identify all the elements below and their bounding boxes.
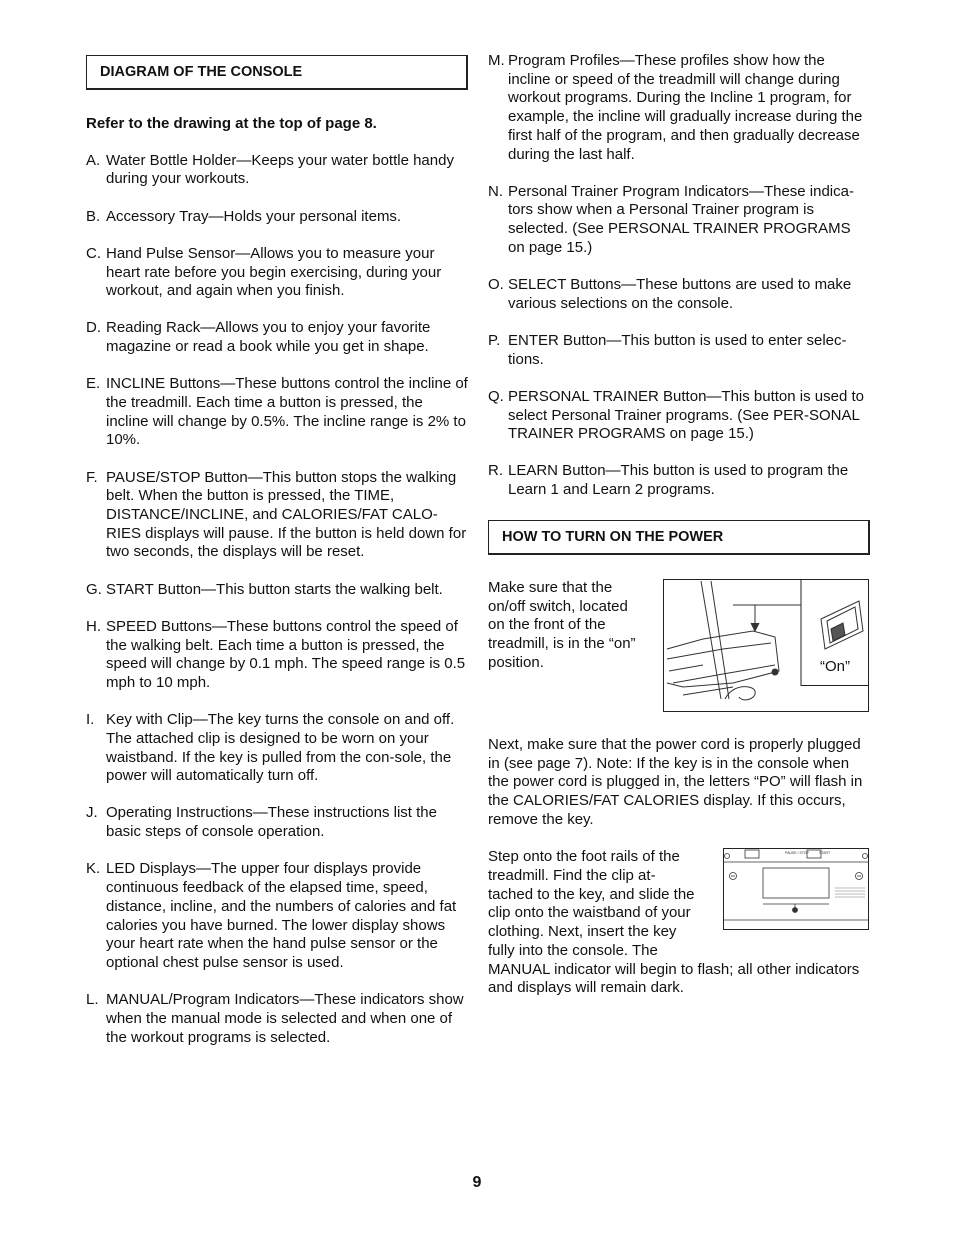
list-item: E. INCLINE Buttons—These buttons control the incline of the treadmill. Each time a button is pressed, the incline will change by 0.5%. The incline range is 2% to 10%. — [86, 375, 468, 449]
list-item: P. ENTER Button—This button is used to enter selec-tions. — [488, 331, 847, 368]
console-parts-list — [86, 152, 468, 1048]
left-column — [86, 55, 468, 1066]
pause-stop-label: PAUSE / STOP — [785, 851, 809, 856]
list-item: N. Personal Trainer Program Indicators—These indica-tors show when a Personal Trainer program is selected. (See PERSONAL TRAINER PROGRAMS on page 15.) — [488, 182, 854, 256]
power-switch-text: Make sure that the on/off switch, located on the front of the treadmill, is in the “on” position. — [488, 578, 636, 671]
list-item: I. Key with Clip—The key turns the console on and off. The attached clip is designed to be worn on your waistband. If the key is pulled from the con-sole, the power will automatically turn off. — [86, 711, 455, 785]
list-item: H. SPEED Buttons—These buttons control the speed of the walking belt. Each time a button is pressed, the speed will change by 0.1 mph. The speed range is 0.5 mph to 10 mph. — [86, 617, 466, 691]
page-number: 9 — [472, 1174, 482, 1191]
power-cord-text: Next, make sure that the power cord is properly plugged in (see page 7). Note: If the key is in the console when the power cord is plugged in, the letters “PO” will flash in the CALORIES/FAT CALORIES display. If this occurs, remove the key. — [488, 735, 863, 828]
list-item: B. Accessory Tray—Holds your personal items. — [86, 207, 402, 225]
list-item: G. START Button—This button starts the walking belt. — [86, 580, 443, 598]
list-item: O. SELECT Buttons—These buttons are used to make various selections on the console. — [488, 276, 852, 312]
list-item: K. LED Displays—The upper four displays provide continuous feedback of the elapsed time, speed, distance, incline, and the numbers of calories and fat calories you have burned. The lower display shows your heart rate when the hand pulse sensor or the optional chest pulse sensor is used. — [86, 860, 457, 971]
on-label: “On” — [820, 657, 850, 675]
list-item: R. LEARN Button—This button is used to program the Learn 1 and Learn 2 programs. — [488, 462, 849, 499]
section-heading-diagram: DIAGRAM OF THE CONSOLE — [86, 55, 468, 90]
power-switch-block — [488, 579, 870, 724]
list-item: Q. PERSONAL TRAINER Button—This button is used to select Personal Trainer programs. (See PER-SONAL TRAINER PROGRAMS on page 15.) — [488, 387, 864, 443]
list-item: J. Operating Instructions—These instructions list the basic steps of console operation. — [86, 804, 437, 841]
list-item: D. Reading Rack—Allows you to enjoy your favorite magazine or read a book while you get in shape. — [86, 319, 431, 356]
power-switch-illustration — [663, 579, 869, 712]
key-insert-block — [488, 848, 870, 998]
list-item: C. Hand Pulse Sensor—Allows you to measure your heart rate before you begin exercising, during your workout, and again when you finish. — [86, 244, 442, 300]
section-heading-power: HOW TO TURN ON THE POWER — [488, 520, 870, 555]
console-illustration — [723, 848, 869, 930]
key-insert-text-cont: MANUAL indicator will begin to flash; all other indicators and displays will remain dark. — [488, 960, 860, 997]
intro-text: Refer to the drawing at the top of page 8. — [86, 115, 377, 132]
start-label: START — [819, 851, 831, 856]
console-parts-list-continued — [488, 52, 870, 500]
list-item: L. MANUAL/Program Indicators—These indicators show when the manual mode is selected and when one of the workout programs is selected. — [86, 991, 464, 1046]
list-item: F. PAUSE/STOP Button—This button stops the walking belt. When the button is pressed, the TIME, DISTANCE/INCLINE, and CALORIES/FAT CALO-RIES displays will pause. If the button is held down for two seconds, the displays will be reset. — [86, 468, 467, 561]
list-item: A. Water Bottle Holder—Keeps your water bottle handy during your workouts. — [86, 151, 454, 188]
key-slot-icon — [793, 908, 798, 913]
key-insert-text: Step onto the foot rails of the treadmill. Find the clip at-tached to the key, and slide the clip onto the waistband of your clothing. Next, insert the key fully into the console. The — [488, 848, 695, 959]
right-column — [488, 52, 870, 998]
list-item: M. Program Profiles—These profiles show how the incline or speed of the treadmill will change during workout programs. During the Incline 1 program, for example, the incline will gradually increase during the first half of the program, and then gradually decrease during the last half. — [488, 52, 863, 163]
